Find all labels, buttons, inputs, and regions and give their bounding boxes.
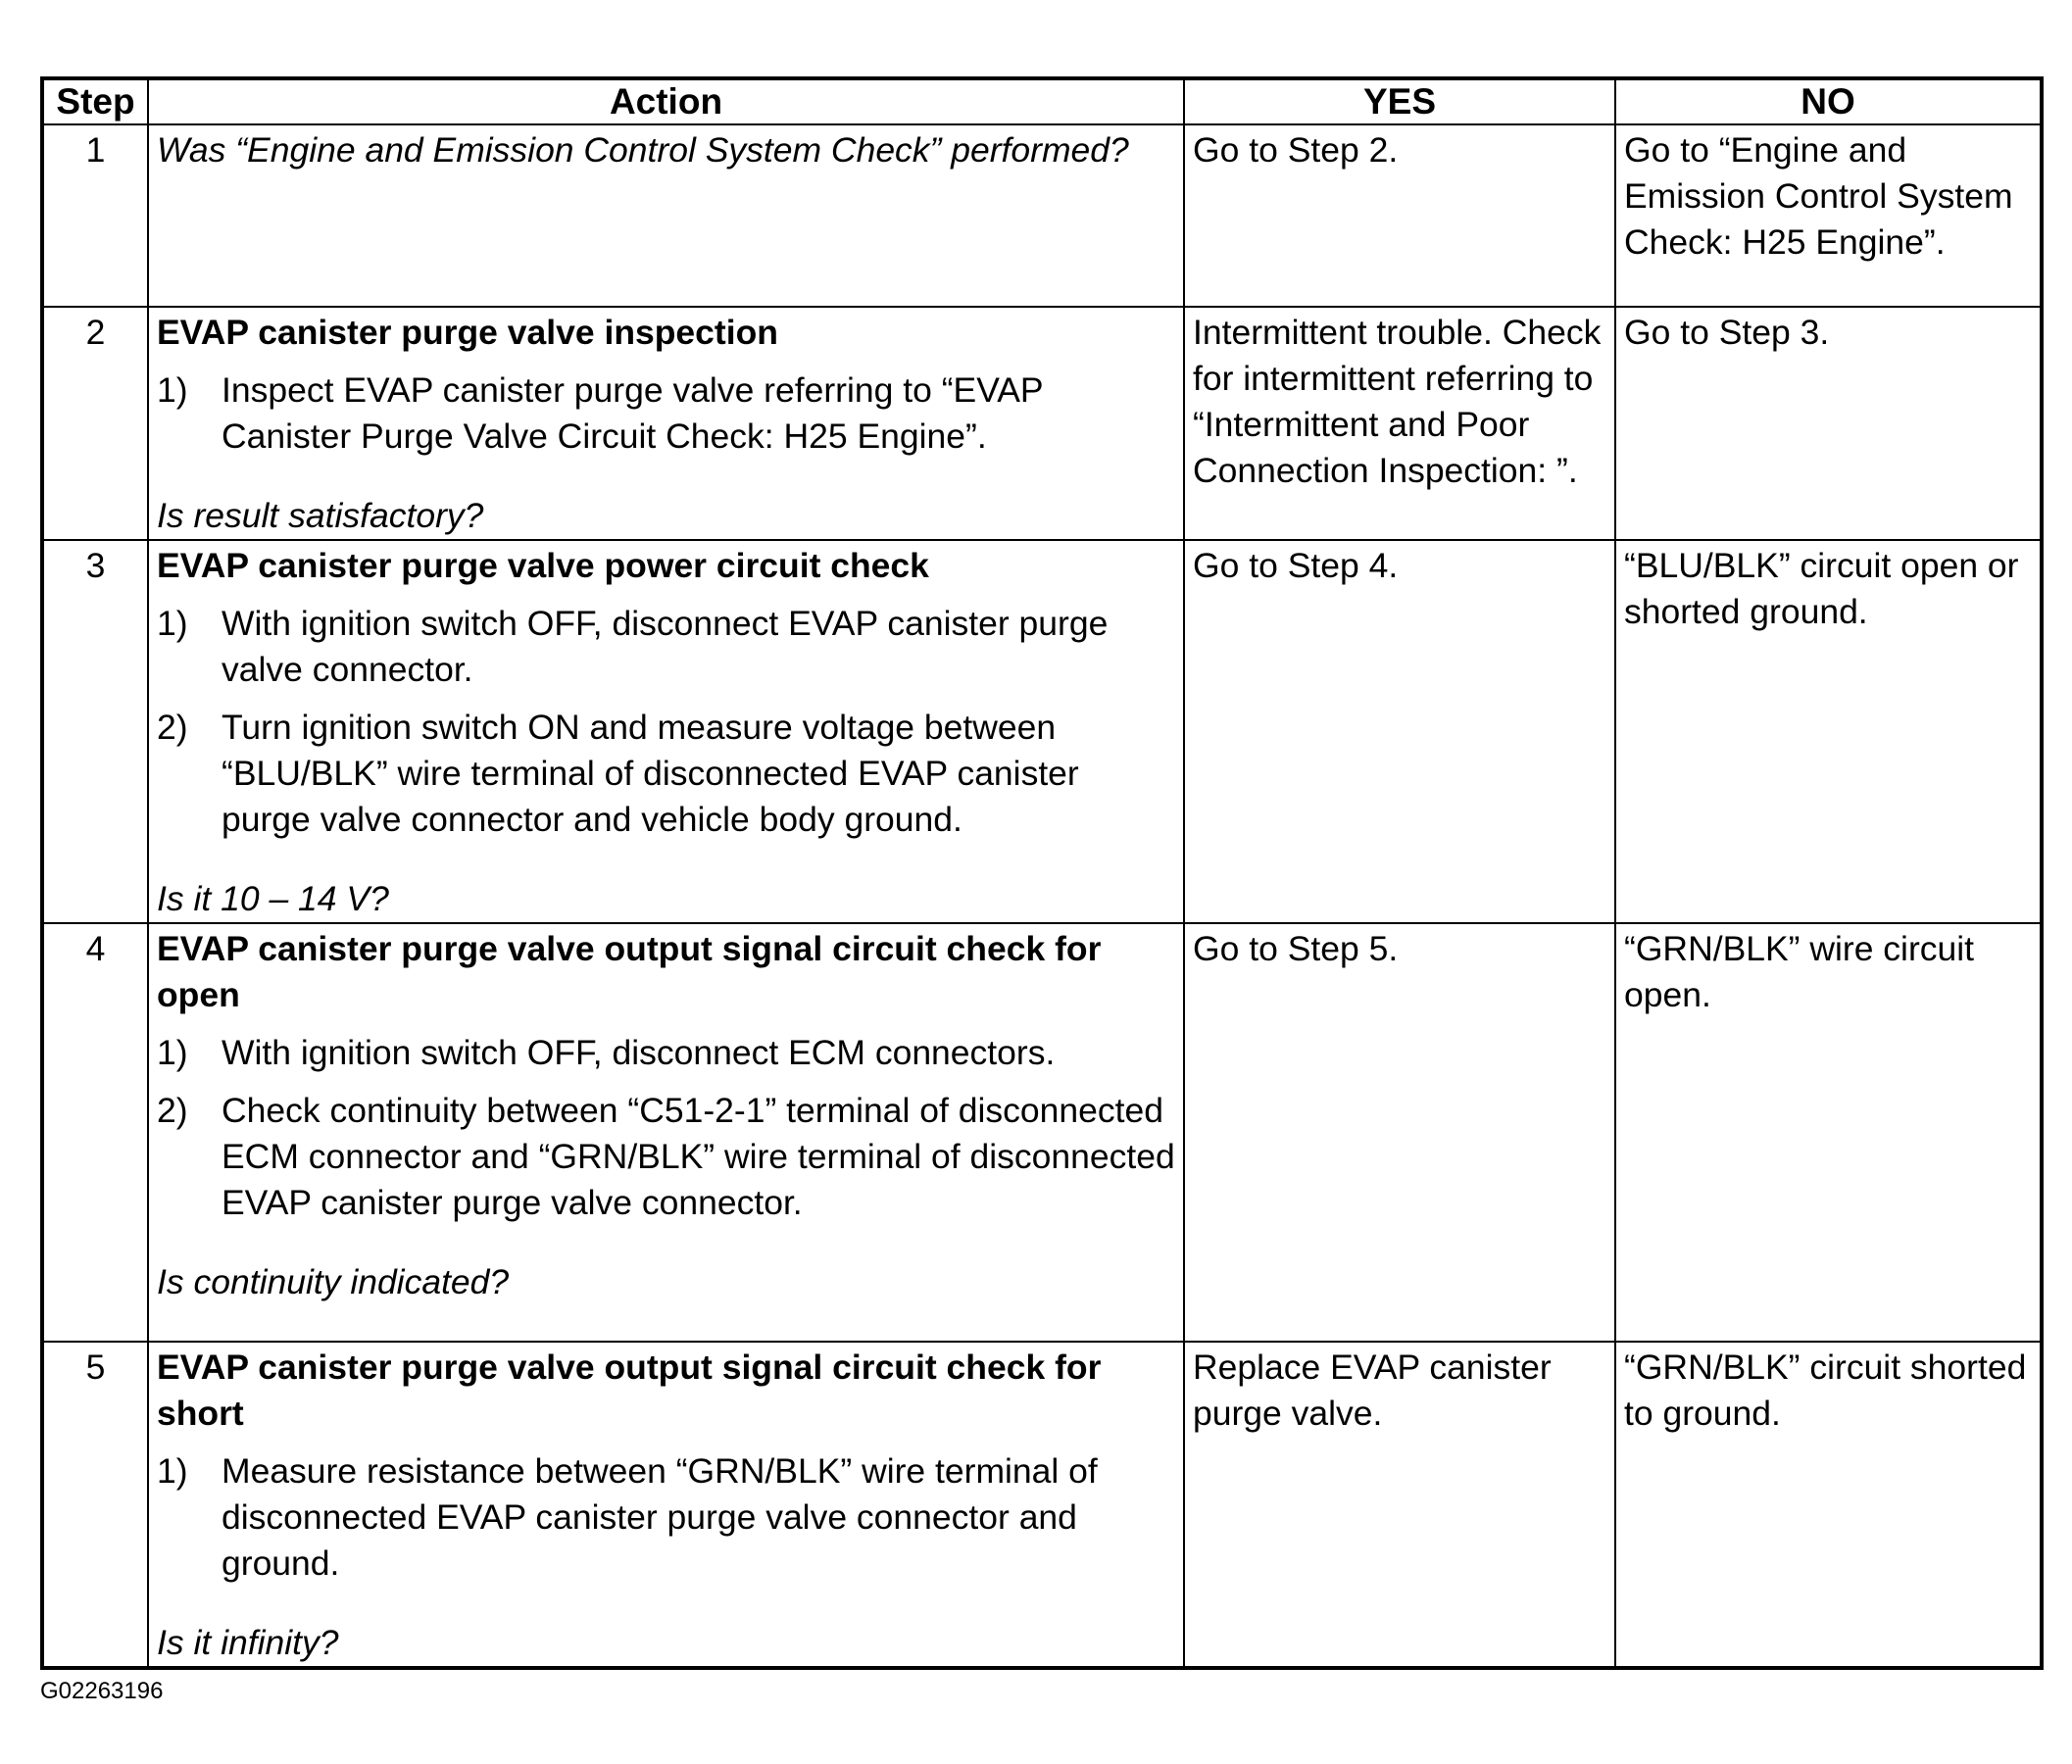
substep-text: With ignition switch OFF, disconnect ECM connectors. — [222, 1033, 1056, 1072]
action-cell — [148, 124, 1184, 307]
action-cell — [148, 923, 1184, 1342]
substep-number: 1) — [157, 1451, 188, 1491]
substep-number: 1) — [157, 370, 188, 410]
step-number: 3 — [42, 540, 148, 923]
substep-number: 2) — [157, 1091, 188, 1130]
substep-list — [157, 1448, 1175, 1587]
header-yes: YES — [1184, 78, 1615, 124]
action-question: Is it infinity? — [157, 1623, 339, 1662]
substep-number: 1) — [157, 1033, 188, 1072]
substep-text: Measure resistance between “GRN/BLK” wire terminal of disconnected EVAP canister purge valve connector and ground. — [222, 1451, 1098, 1583]
action-title: EVAP canister purge valve power circuit check — [157, 546, 929, 585]
action-title: EVAP canister purge valve output signal circuit check for open — [157, 929, 1102, 1014]
header-no: NO — [1615, 78, 2042, 124]
figure-id: G02263196 — [40, 1678, 164, 1704]
step-number: 4 — [42, 923, 148, 1342]
no-cell: Go to “Engine and Emission Control System Check: H25 Engine”. — [1615, 124, 2042, 307]
action-question: Is it 10 – 14 V? — [157, 879, 389, 918]
substep-number: 1) — [157, 604, 188, 643]
no-cell: “GRN/BLK” circuit shorted to ground. — [1615, 1342, 2042, 1668]
header-step: Step — [42, 78, 148, 124]
step-number: 1 — [42, 124, 148, 307]
substep-item — [157, 1088, 1175, 1226]
table-body — [42, 124, 2042, 1668]
substep-list — [157, 1030, 1175, 1226]
yes-cell: Go to Step 2. — [1184, 124, 1615, 307]
action-title: EVAP canister purge valve inspection — [157, 313, 778, 352]
yes-cell: Go to Step 5. — [1184, 923, 1615, 1342]
table-row — [42, 1342, 2042, 1668]
substep-number: 2) — [157, 708, 188, 747]
step-number: 2 — [42, 307, 148, 540]
yes-cell: Go to Step 4. — [1184, 540, 1615, 923]
yes-cell: Replace EVAP canister purge valve. — [1184, 1342, 1615, 1668]
action-question: Is continuity indicated? — [157, 1262, 510, 1301]
action-cell — [148, 1342, 1184, 1668]
substep-text: With ignition switch OFF, disconnect EVAP canister purge valve connector. — [222, 604, 1109, 689]
header-row — [42, 78, 2042, 124]
table-row — [42, 307, 2042, 540]
table-row — [42, 923, 2042, 1342]
yes-cell: Intermittent trouble. Check for intermittent referring to “Intermittent and Poor Connection Inspection: ”. — [1184, 307, 1615, 540]
table-row — [42, 540, 2042, 923]
substep-list — [157, 601, 1175, 843]
substep-list — [157, 368, 1175, 460]
substep-item — [157, 1448, 1175, 1587]
table-row — [42, 124, 2042, 307]
diagnostic-table — [40, 76, 2044, 1670]
action-cell — [148, 307, 1184, 540]
action-question: Is result satisfactory? — [157, 496, 484, 535]
substep-item — [157, 1030, 1175, 1076]
substep-item — [157, 601, 1175, 693]
substep-text: Check continuity between “C51-2-1” terminal of disconnected ECM connector and “GRN/BLK” wire terminal of disconnected EVAP canister purge valve connector. — [222, 1091, 1175, 1222]
substep-text: Inspect EVAP canister purge valve referring to “EVAP Canister Purge Valve Circuit Check: H25 Engine”. — [222, 370, 1043, 456]
substep-item — [157, 368, 1175, 460]
no-cell: “GRN/BLK” wire circuit open. — [1615, 923, 2042, 1342]
no-cell: Go to Step 3. — [1615, 307, 2042, 540]
step-number: 5 — [42, 1342, 148, 1668]
header-action: Action — [148, 78, 1184, 124]
action-question: Was “Engine and Emission Control System Check” performed? — [157, 130, 1129, 170]
action-title: EVAP canister purge valve output signal circuit check for short — [157, 1348, 1102, 1433]
substep-text: Turn ignition switch ON and measure voltage between “BLU/BLK” wire terminal of disconnected EVAP canister purge valve connector and vehicle body ground. — [222, 708, 1079, 839]
action-cell — [148, 540, 1184, 923]
no-cell: “BLU/BLK” circuit open or shorted ground. — [1615, 540, 2042, 923]
substep-item — [157, 705, 1175, 843]
